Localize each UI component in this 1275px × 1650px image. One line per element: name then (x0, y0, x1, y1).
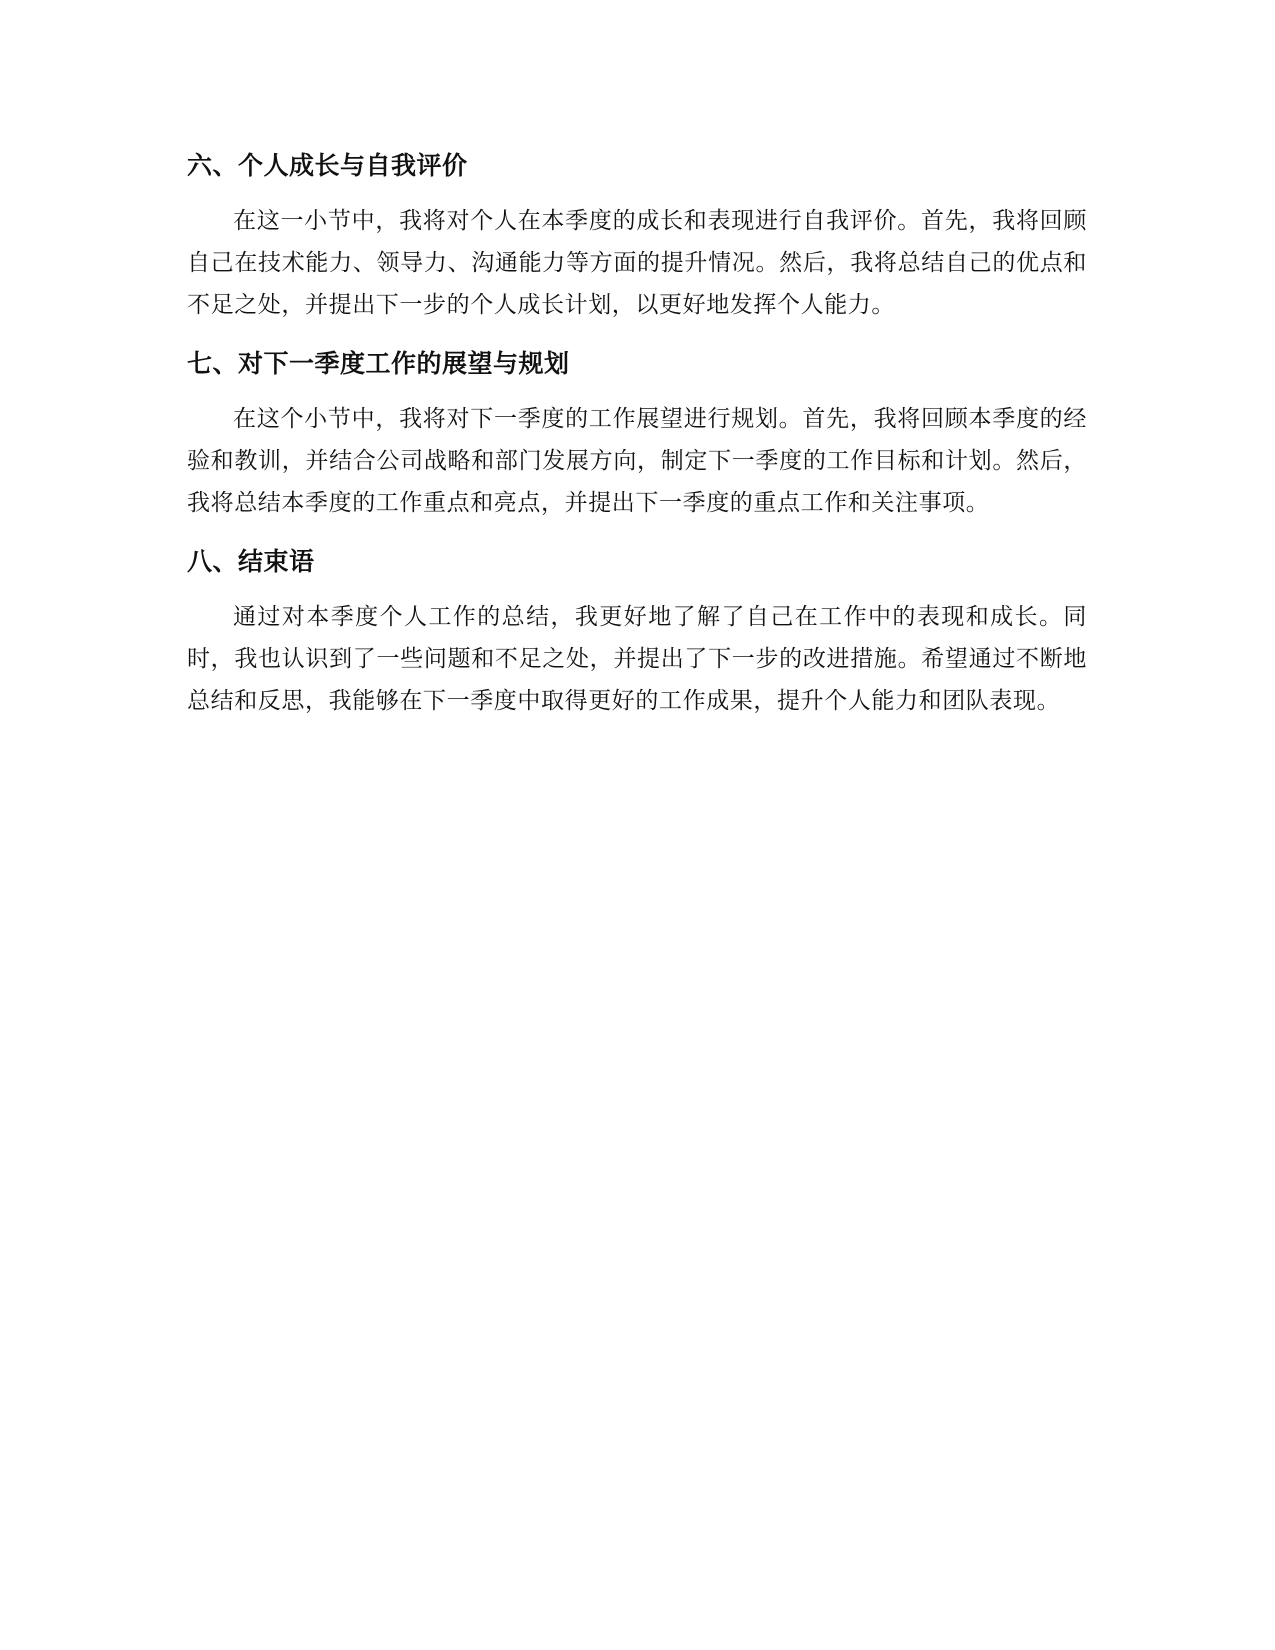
section-paragraph: 通过对本季度个人工作的总结，我更好地了解了自己在工作中的表现和成长。同时，我也认识到了一些问题和不足之处，并提出了下一步的改进措施。希望通过不断地总结和反思，我能够在下一季度中取得更好的工作成果，提升个人能力和团队表现。 (187, 604, 1087, 714)
section-heading: 八、结束语 (187, 547, 315, 576)
section-personal-growth (187, 148, 1087, 326)
section-heading: 七、对下一季度工作的展望与规划 (187, 349, 570, 378)
section-paragraph: 在这个小节中，我将对下一季度的工作展望进行规划。首先，我将回顾本季度的经验和教训，并结合公司战略和部门发展方向，制定下一季度的工作目标和计划。然后，我将总结本季度的工作重点和亮点，并提出下一季度的重点工作和关注事项。 (187, 406, 1087, 516)
section-heading: 六、个人成长与自我评价 (187, 151, 468, 180)
section-paragraph: 在这一小节中，我将对个人在本季度的成长和表现进行自我评价。首先，我将回顾自己在技术能力、领导力、沟通能力等方面的提升情况。然后，我将总结自己的优点和不足之处，并提出下一步的个人成长计划，以更好地发挥个人能力。 (187, 208, 1087, 318)
section-next-quarter-plan (187, 346, 1087, 524)
document-page (187, 148, 1087, 742)
section-conclusion (187, 544, 1087, 722)
